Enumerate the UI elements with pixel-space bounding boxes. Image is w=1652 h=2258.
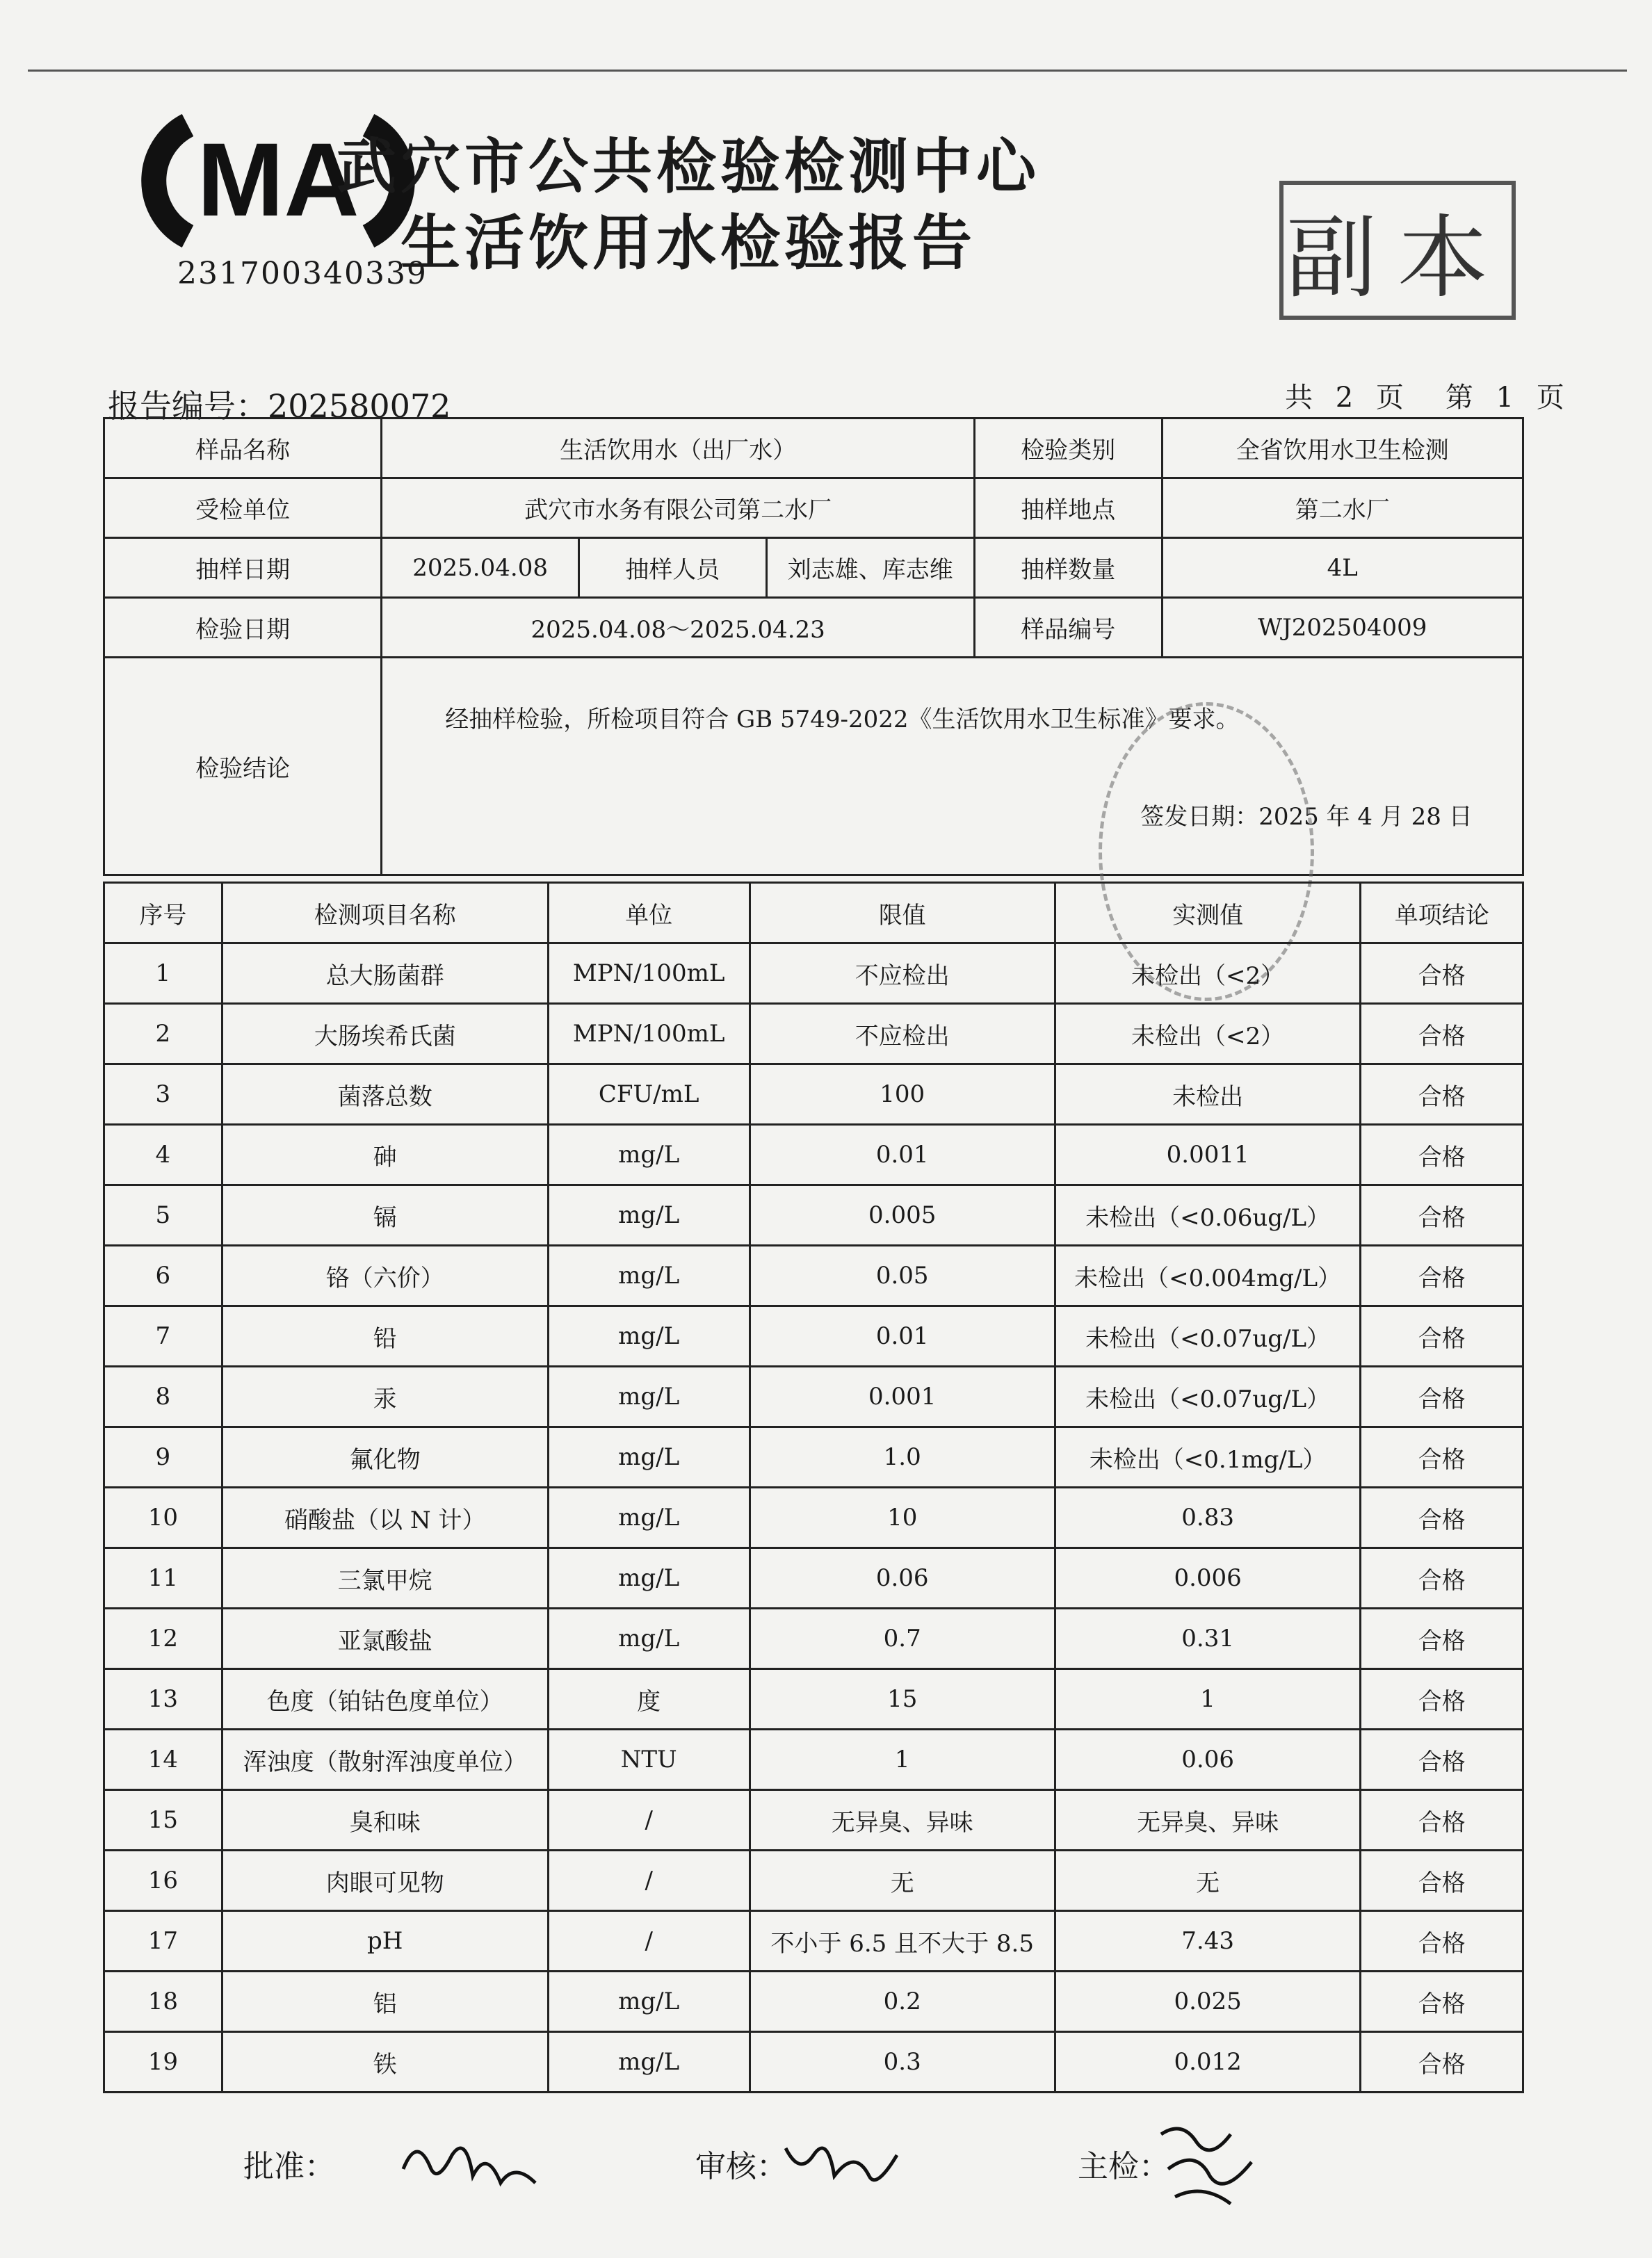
sampler-label: 抽样人员 xyxy=(579,538,767,598)
table-cell: 0.3 xyxy=(750,2032,1055,2093)
table-cell: 铁 xyxy=(222,2032,548,2093)
table-cell: 无 xyxy=(1055,1851,1361,1911)
table-row xyxy=(104,1064,1523,1125)
table-cell: 镉 xyxy=(222,1185,548,1246)
table-row xyxy=(104,1367,1523,1427)
table-cell: 合格 xyxy=(1361,1064,1523,1125)
table-cell: CFU/mL xyxy=(548,1064,750,1125)
client: 武穴市水务有限公司第二水厂 xyxy=(382,478,975,538)
table-cell: 2 xyxy=(104,1004,222,1064)
test-type-label: 检验类别 xyxy=(975,419,1163,478)
client-label: 受检单位 xyxy=(104,478,382,538)
table-row xyxy=(104,1125,1523,1185)
table-cell: 合格 xyxy=(1361,1669,1523,1730)
table-cell: MPN/100mL xyxy=(548,943,750,1004)
table-cell: 无异臭、异味 xyxy=(1055,1790,1361,1851)
table-cell: 0.06 xyxy=(1055,1730,1361,1790)
table-cell: 10 xyxy=(104,1488,222,1548)
column-header: 序号 xyxy=(104,883,222,943)
table-cell: 臭和味 xyxy=(222,1790,548,1851)
table-cell: mg/L xyxy=(548,2032,750,2093)
test-date-label: 检验日期 xyxy=(104,598,382,658)
reviewer-signature xyxy=(779,2127,904,2197)
table-cell: 0.012 xyxy=(1055,2032,1361,2093)
approver-signature xyxy=(396,2127,549,2197)
table-cell: 合格 xyxy=(1361,1367,1523,1427)
table-cell: 1 xyxy=(750,1730,1055,1790)
table-cell: 合格 xyxy=(1361,1427,1523,1488)
info-row xyxy=(104,478,1523,538)
table-cell: 硝酸盐（以 N 计） xyxy=(222,1488,548,1548)
table-cell: 铝 xyxy=(222,1972,548,2032)
table-cell: 合格 xyxy=(1361,1730,1523,1790)
test-type: 全省饮用水卫生检测 xyxy=(1162,419,1523,478)
table-cell: 9 xyxy=(104,1427,222,1488)
table-cell: 未检出 xyxy=(1055,1064,1361,1125)
table-cell: 砷 xyxy=(222,1125,548,1185)
table-cell: 度 xyxy=(548,1669,750,1730)
table-cell: 合格 xyxy=(1361,1790,1523,1851)
table-cell: 11 xyxy=(104,1548,222,1609)
column-header: 单位 xyxy=(548,883,750,943)
table-cell: 合格 xyxy=(1361,1004,1523,1064)
quantity-label: 抽样数量 xyxy=(975,538,1163,598)
info-row xyxy=(104,598,1523,658)
table-row xyxy=(104,1851,1523,1911)
table-cell: / xyxy=(548,1911,750,1972)
table-cell: 0.05 xyxy=(750,1246,1055,1306)
table-row xyxy=(104,1246,1523,1306)
page-info xyxy=(1285,375,1564,415)
table-cell: 14 xyxy=(104,1730,222,1790)
review-label: 审核： xyxy=(695,2149,787,2184)
table-cell: mg/L xyxy=(548,1246,750,1306)
sample-info-table xyxy=(103,417,1524,876)
table-cell: 合格 xyxy=(1361,2032,1523,2093)
sample-date: 2025.04.08 xyxy=(382,538,579,598)
inspector-signature xyxy=(1147,2113,1272,2218)
location: 第二水厂 xyxy=(1162,478,1523,538)
approve-label: 批准： xyxy=(243,2149,335,2184)
table-cell: 铅 xyxy=(222,1306,548,1367)
table-cell: 合格 xyxy=(1361,1306,1523,1367)
table-cell: 未检出（<0.06ug/L） xyxy=(1055,1185,1361,1246)
table-cell: 1.0 xyxy=(750,1427,1055,1488)
table-cell: NTU xyxy=(548,1730,750,1790)
table-cell: 13 xyxy=(104,1669,222,1730)
table-cell: 合格 xyxy=(1361,1609,1523,1669)
location-label: 抽样地点 xyxy=(975,478,1163,538)
table-cell: 100 xyxy=(750,1064,1055,1125)
svg-text:MA: MA xyxy=(197,121,359,238)
table-cell: 19 xyxy=(104,2032,222,2093)
sample-date-label: 抽样日期 xyxy=(104,538,382,598)
table-row xyxy=(104,1427,1523,1488)
top-rule xyxy=(28,70,1627,72)
page-current: 第 1 页 xyxy=(1445,382,1564,414)
test-date: 2025.04.08～2025.04.23 xyxy=(382,598,975,658)
table-cell: mg/L xyxy=(548,1427,750,1488)
table-cell: mg/L xyxy=(548,1548,750,1609)
table-cell: 0.01 xyxy=(750,1125,1055,1185)
table-cell: 6 xyxy=(104,1246,222,1306)
table-row xyxy=(104,1488,1523,1548)
conclusion-label: 检验结论 xyxy=(104,658,382,875)
table-cell: / xyxy=(548,1790,750,1851)
table-cell: mg/L xyxy=(548,1185,750,1246)
table-cell: 合格 xyxy=(1361,1488,1523,1548)
table-cell: 0.06 xyxy=(750,1548,1055,1609)
inspector-label: 主检： xyxy=(1078,2149,1169,2184)
table-cell: 12 xyxy=(104,1609,222,1669)
table-cell: 未检出（<0.07ug/L） xyxy=(1055,1306,1361,1367)
table-cell: 18 xyxy=(104,1972,222,2032)
org-title: 武穴市公共检验检测中心 xyxy=(337,132,1040,202)
table-row xyxy=(104,1306,1523,1367)
table-cell: 16 xyxy=(104,1851,222,1911)
table-cell: mg/L xyxy=(548,1972,750,2032)
table-cell: mg/L xyxy=(548,1306,750,1367)
table-cell: 10 xyxy=(750,1488,1055,1548)
table-cell: mg/L xyxy=(548,1367,750,1427)
table-cell: 合格 xyxy=(1361,1972,1523,2032)
table-cell: 未检出（<2） xyxy=(1055,1004,1361,1064)
table-cell: 1 xyxy=(1055,1669,1361,1730)
report-number-value: 202580072 xyxy=(268,387,451,425)
table-cell: 铬（六价） xyxy=(222,1246,548,1306)
table-row xyxy=(104,1548,1523,1609)
table-row xyxy=(104,1669,1523,1730)
table-cell: 未检出（<0.1mg/L） xyxy=(1055,1427,1361,1488)
table-cell: 不小于 6.5 且不大于 8.5 xyxy=(750,1911,1055,1972)
copy-stamp-text: 副本 xyxy=(1286,204,1509,311)
sample-no-label: 样品编号 xyxy=(975,598,1163,658)
sample-no: WJ202504009 xyxy=(1162,598,1523,658)
sample-name-label: 样品名称 xyxy=(104,419,382,478)
conclusion-text: 经抽样检验，所检项目符合 GB 5749-2022《生活饮用水卫生标准》要求。 xyxy=(445,706,1240,733)
table-cell: mg/L xyxy=(548,1488,750,1548)
table-cell: 15 xyxy=(104,1790,222,1851)
table-cell: 菌落总数 xyxy=(222,1064,548,1125)
table-cell: mg/L xyxy=(548,1609,750,1669)
table-cell: 17 xyxy=(104,1911,222,1972)
table-cell: 未检出（<0.07ug/L） xyxy=(1055,1367,1361,1427)
table-row xyxy=(104,1730,1523,1790)
copy-stamp xyxy=(1279,181,1516,320)
table-cell: MPN/100mL xyxy=(548,1004,750,1064)
table-cell: 0.2 xyxy=(750,1972,1055,2032)
table-cell: 合格 xyxy=(1361,1185,1523,1246)
table-cell: / xyxy=(548,1851,750,1911)
table-cell: 0.01 xyxy=(750,1306,1055,1367)
table-cell: 7.43 xyxy=(1055,1911,1361,1972)
table-cell: 未检出（<0.004mg/L） xyxy=(1055,1246,1361,1306)
table-cell: 不应检出 xyxy=(750,1004,1055,1064)
results-header-row xyxy=(104,883,1523,943)
table-cell: 三氯甲烷 xyxy=(222,1548,548,1609)
table-cell: 氟化物 xyxy=(222,1427,548,1488)
table-row xyxy=(104,1609,1523,1669)
report-title: 生活饮用水检验报告 xyxy=(400,209,976,278)
table-row xyxy=(104,1972,1523,2032)
table-cell: 浑浊度（散射浑浊度单位） xyxy=(222,1730,548,1790)
table-cell: 合格 xyxy=(1361,1851,1523,1911)
table-cell: 无异臭、异味 xyxy=(750,1790,1055,1851)
table-row xyxy=(104,1185,1523,1246)
issue-date: 签发日期：2025 年 4 月 28 日 xyxy=(1140,803,1473,831)
table-cell: 1 xyxy=(104,943,222,1004)
info-row xyxy=(104,419,1523,478)
cma-number: 231700340339 xyxy=(177,256,428,291)
table-cell: 3 xyxy=(104,1064,222,1125)
column-header: 限值 xyxy=(750,883,1055,943)
table-cell: 4 xyxy=(104,1125,222,1185)
table-cell: mg/L xyxy=(548,1125,750,1185)
table-cell: 0.001 xyxy=(750,1367,1055,1427)
table-cell: 0.025 xyxy=(1055,1972,1361,2032)
table-cell: 8 xyxy=(104,1367,222,1427)
table-cell: 汞 xyxy=(222,1367,548,1427)
table-row xyxy=(104,1911,1523,1972)
table-cell: 肉眼可见物 xyxy=(222,1851,548,1911)
sampler: 刘志雄、库志维 xyxy=(766,538,975,598)
table-cell: 0.83 xyxy=(1055,1488,1361,1548)
table-row xyxy=(104,2032,1523,2093)
table-cell: 合格 xyxy=(1361,943,1523,1004)
conclusion-cell xyxy=(382,658,1523,875)
table-cell: 色度（铂钴色度单位） xyxy=(222,1669,548,1730)
table-cell: 不应检出 xyxy=(750,943,1055,1004)
table-cell: 0.0011 xyxy=(1055,1125,1361,1185)
table-cell: 0.31 xyxy=(1055,1609,1361,1669)
sample-name: 生活饮用水（出厂水） xyxy=(382,419,975,478)
table-cell: 0.006 xyxy=(1055,1548,1361,1609)
table-cell: 7 xyxy=(104,1306,222,1367)
table-cell: pH xyxy=(222,1911,548,1972)
table-row xyxy=(104,1790,1523,1851)
column-header: 单项结论 xyxy=(1361,883,1523,943)
table-row xyxy=(104,1004,1523,1064)
table-cell: 15 xyxy=(750,1669,1055,1730)
info-row xyxy=(104,538,1523,598)
pages-total: 共 2 页 xyxy=(1285,382,1404,414)
table-cell: 合格 xyxy=(1361,1125,1523,1185)
quantity: 4L xyxy=(1162,538,1523,598)
column-header: 实测值 xyxy=(1055,883,1361,943)
report-number-label: 报告编号： xyxy=(108,387,268,425)
table-cell: 合格 xyxy=(1361,1246,1523,1306)
table-cell: 未检出（<2） xyxy=(1055,943,1361,1004)
table-cell: 大肠埃希氏菌 xyxy=(222,1004,548,1064)
table-cell: 亚氯酸盐 xyxy=(222,1609,548,1669)
table-cell: 总大肠菌群 xyxy=(222,943,548,1004)
table-cell: 0.7 xyxy=(750,1609,1055,1669)
table-row xyxy=(104,943,1523,1004)
table-cell: 合格 xyxy=(1361,1911,1523,1972)
table-cell: 合格 xyxy=(1361,1548,1523,1609)
table-cell: 0.005 xyxy=(750,1185,1055,1246)
table-cell: 无 xyxy=(750,1851,1055,1911)
column-header: 检测项目名称 xyxy=(222,883,548,943)
table-cell: 5 xyxy=(104,1185,222,1246)
results-table xyxy=(103,882,1524,2093)
